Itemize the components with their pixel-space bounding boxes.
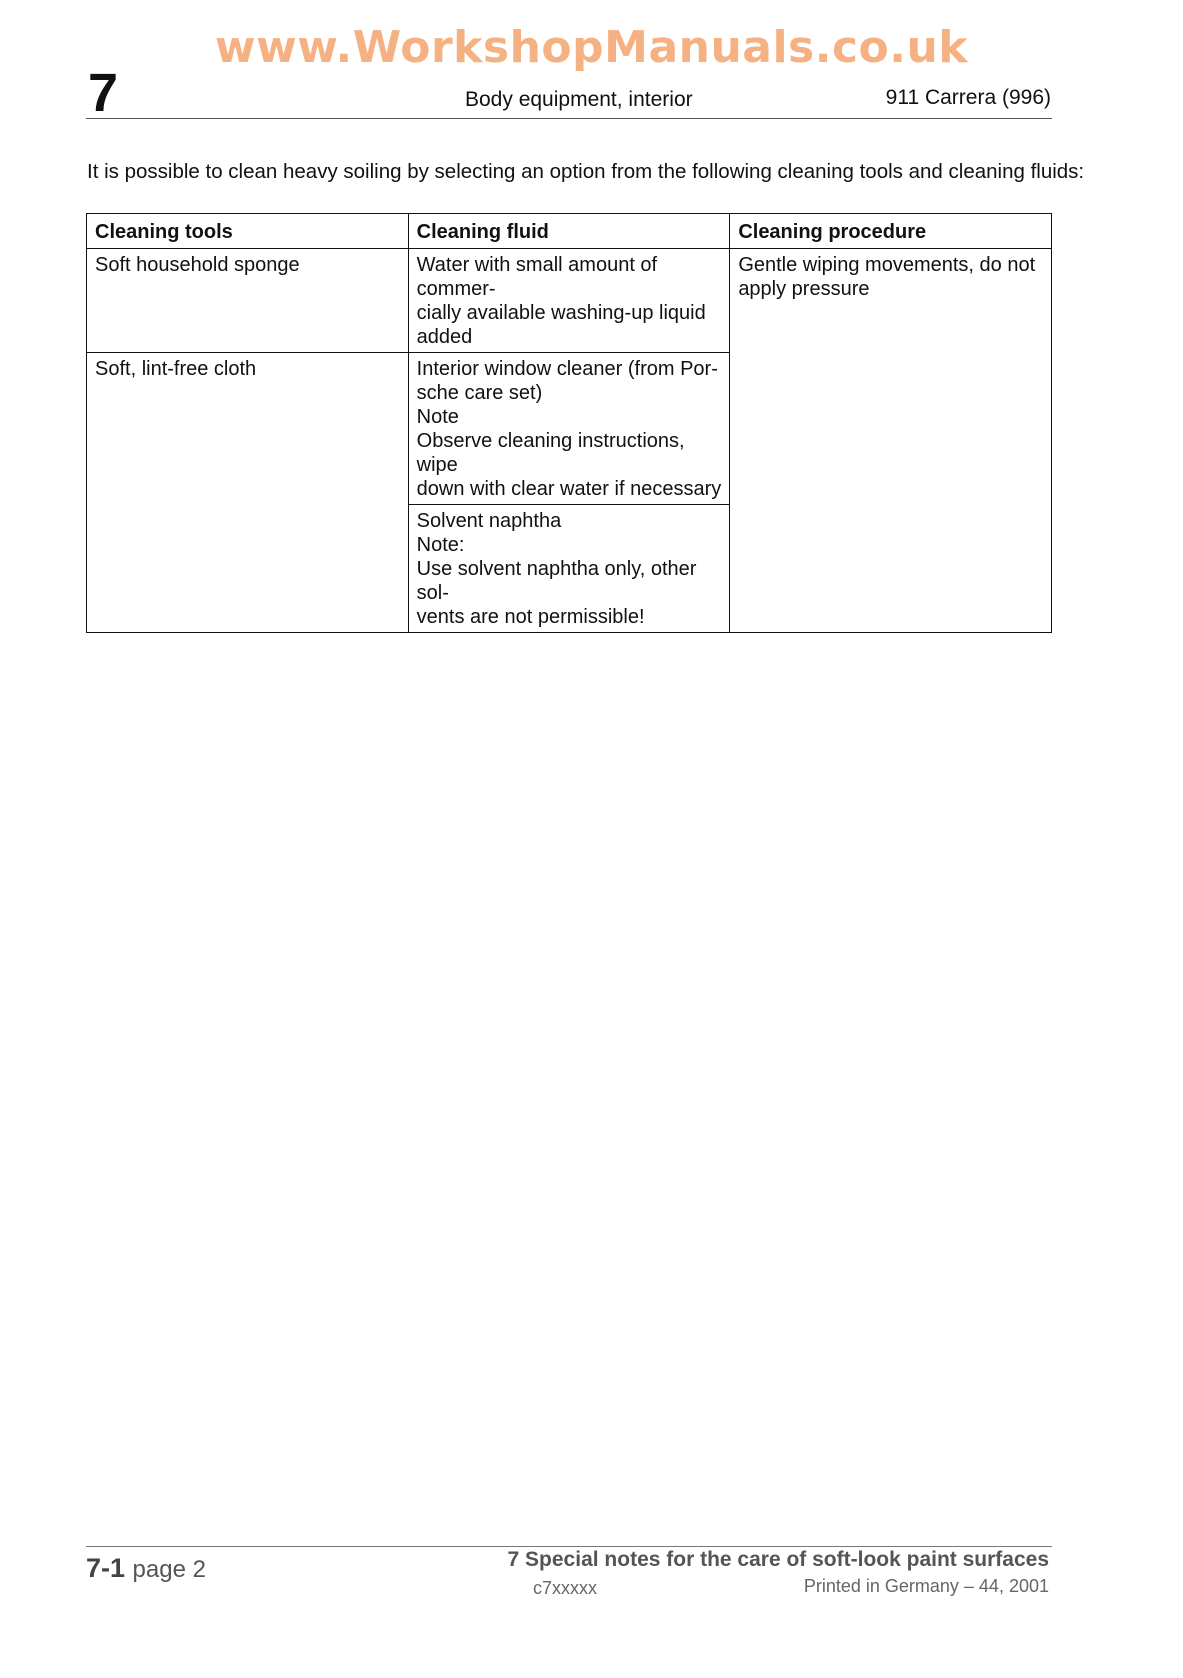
column-header-fluid: Cleaning fluid (408, 214, 730, 249)
fluid-line: sche care set) (416, 382, 543, 404)
fluid-line: vents are not permissible! (416, 606, 645, 628)
fluid-line: Note: (416, 534, 465, 556)
model-name: 911 Carrera (996) (885, 86, 1051, 109)
fluid-line: Solvent naphtha (416, 510, 562, 532)
section-title: Body equipment, interior (465, 88, 693, 111)
fluid-line: Use solvent naphtha only, other sol- (416, 558, 697, 604)
chapter-number: 7 (88, 63, 119, 123)
page-label: page 2 (132, 1556, 206, 1583)
header-divider (86, 118, 1052, 119)
footer-divider (86, 1546, 1052, 1547)
tool-cell: Soft household sponge (87, 249, 409, 353)
table-row (87, 249, 1052, 353)
fluid-line: Note (416, 406, 459, 428)
fluid-line: down with clear water if necessary (416, 478, 722, 500)
fluid-cell (408, 249, 730, 353)
page-number (86, 1553, 206, 1584)
intro-paragraph: It is possible to clean heavy soiling by selecting an option from the following cleaning tools and cleaning fluids: (87, 160, 1085, 183)
procedure-line: Gentle wiping movements, do not (738, 254, 1036, 276)
tool-cell: Soft, lint-free cloth (87, 353, 409, 633)
table-header-row (87, 214, 1052, 249)
fluid-line: Observe cleaning instructions, wipe (416, 430, 685, 476)
procedure-line: apply pressure (738, 278, 870, 300)
fluid-cell (408, 353, 730, 505)
fluid-cell (408, 505, 730, 633)
fluid-line: added (416, 326, 473, 348)
fluid-line: Water with small amount of commer- (416, 254, 658, 300)
column-header-procedure: Cleaning procedure (730, 214, 1052, 249)
column-header-tools: Cleaning tools (87, 214, 409, 249)
cleaning-table (86, 213, 1052, 633)
watermark: www.WorkshopManuals.co.uk (214, 22, 969, 73)
page-number-value: 7-1 (86, 1553, 126, 1583)
document-code: c7xxxxx (533, 1578, 598, 1598)
fluid-line: Interior window cleaner (from Por- (416, 358, 718, 380)
fluid-line: cially available washing-up liquid (416, 302, 706, 324)
procedure-cell (730, 249, 1052, 633)
footer-title: 7 Special notes for the care of soft-look paint surfaces (507, 1548, 1049, 1571)
print-info: Printed in Germany – 44, 2001 (803, 1576, 1049, 1596)
